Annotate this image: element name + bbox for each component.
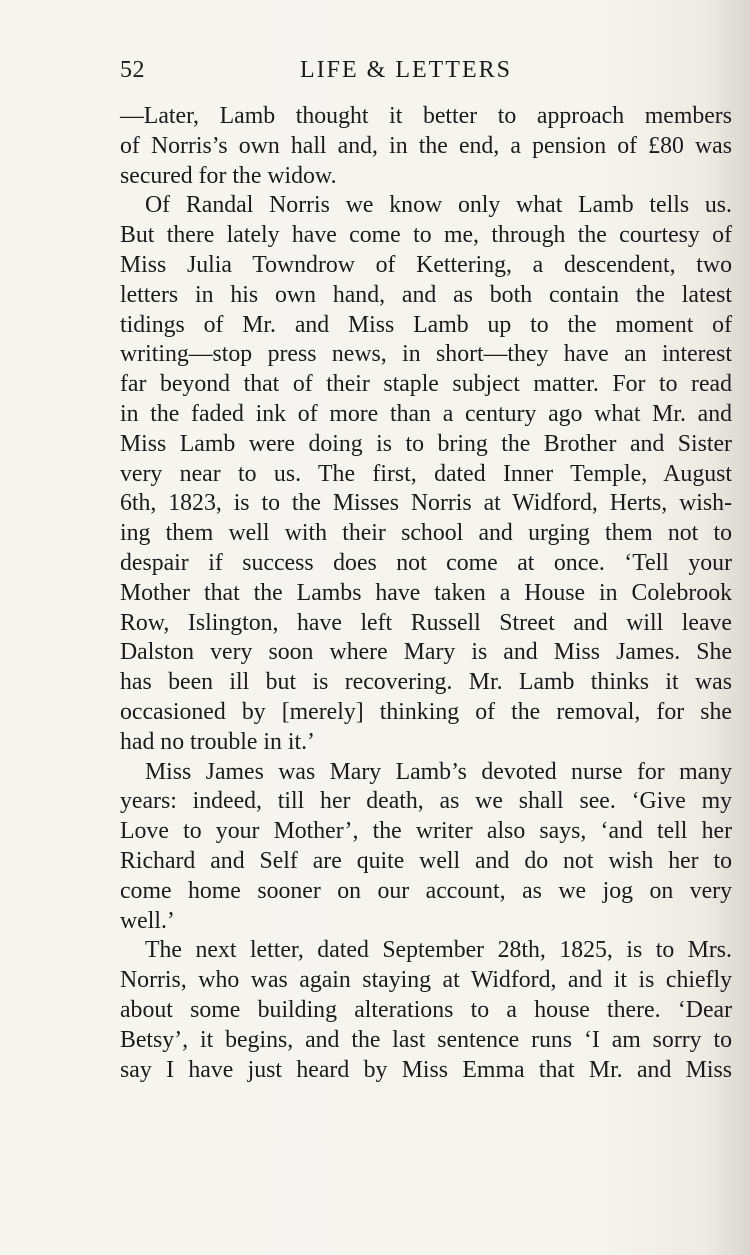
- text-line: has been ill but is recovering. Mr. Lamb thinks it was: [120, 669, 732, 696]
- text-line: Of Randal Norris we know only what Lamb tells us.: [145, 192, 732, 219]
- text-line: Miss James was Mary Lamb’s devoted nurse for many: [145, 758, 732, 785]
- text-line: letters in his own hand, and as both contain the latest: [120, 281, 732, 308]
- text-line: say I have just heard by Miss Emma that Mr. and Miss: [120, 1056, 732, 1083]
- text-line: well.’: [120, 907, 175, 934]
- text-line: Row, Islington, have left Russell Street and will leave: [120, 609, 732, 636]
- text-line: Richard and Self are quite well and do not wish her to: [120, 847, 732, 874]
- text-line: Dalston very soon where Mary is and Miss James. She: [120, 639, 732, 666]
- text-line: Mother that the Lambs have taken a House in Colebrook: [120, 579, 732, 606]
- text-line: Norris, who was again staying at Widford, and it is chiefly: [120, 967, 732, 994]
- text-line: 6th, 1823, is to the Misses Norris at Widford, Herts, wish-: [120, 490, 732, 517]
- text-line: in the faded ink of more than a century ago what Mr. and: [120, 400, 732, 427]
- text-line: writing—stop press news, in short—they have an interest: [120, 341, 732, 368]
- body-text: [120, 102, 732, 1085]
- text-line: Love to your Mother’, the writer also says, ‘and tell her: [120, 818, 732, 845]
- text-line: about some building alterations to a house there. ‘Dear: [120, 996, 732, 1023]
- text-line: Miss Lamb were doing is to bring the Brother and Sister: [120, 430, 732, 457]
- page-header: [120, 55, 732, 89]
- text-line: had no trouble in it.’: [120, 728, 315, 755]
- text-line: occasioned by [merely] thinking of the removal, for she: [120, 698, 732, 725]
- text-line: years: indeed, till her death, as we shall see. ‘Give my: [120, 788, 732, 815]
- text-line: Betsy’, it begins, and the last sentence runs ‘I am sorry to: [120, 1026, 732, 1053]
- text-line: come home sooner on our account, as we jog on very: [120, 877, 732, 904]
- text-line: But there lately have come to me, through the courtesy of: [120, 222, 732, 249]
- text-line: —Later, Lamb thought it better to approach members: [120, 103, 732, 129]
- text-line: secured for the widow.: [120, 162, 337, 189]
- page-number: 52: [120, 57, 145, 83]
- text-line: of Norris’s own hall and, in the end, a pension of £80 was: [120, 132, 732, 159]
- text-line: Miss Julia Towndrow of Kettering, a descendent, two: [120, 251, 732, 278]
- text-line: ing them well with their school and urging them not to: [120, 520, 732, 547]
- running-head: LIFE & LETTERS: [300, 57, 512, 83]
- text-line: far beyond that of their staple subject matter. For to read: [120, 371, 732, 398]
- text-line: very near to us. The first, dated Inner Temple, August: [120, 460, 732, 487]
- text-line: The next letter, dated September 28th, 1825, is to Mrs.: [145, 937, 732, 964]
- text-line: despair if success does not come at once. ‘Tell your: [120, 549, 732, 576]
- text-line: tidings of Mr. and Miss Lamb up to the moment of: [120, 311, 732, 338]
